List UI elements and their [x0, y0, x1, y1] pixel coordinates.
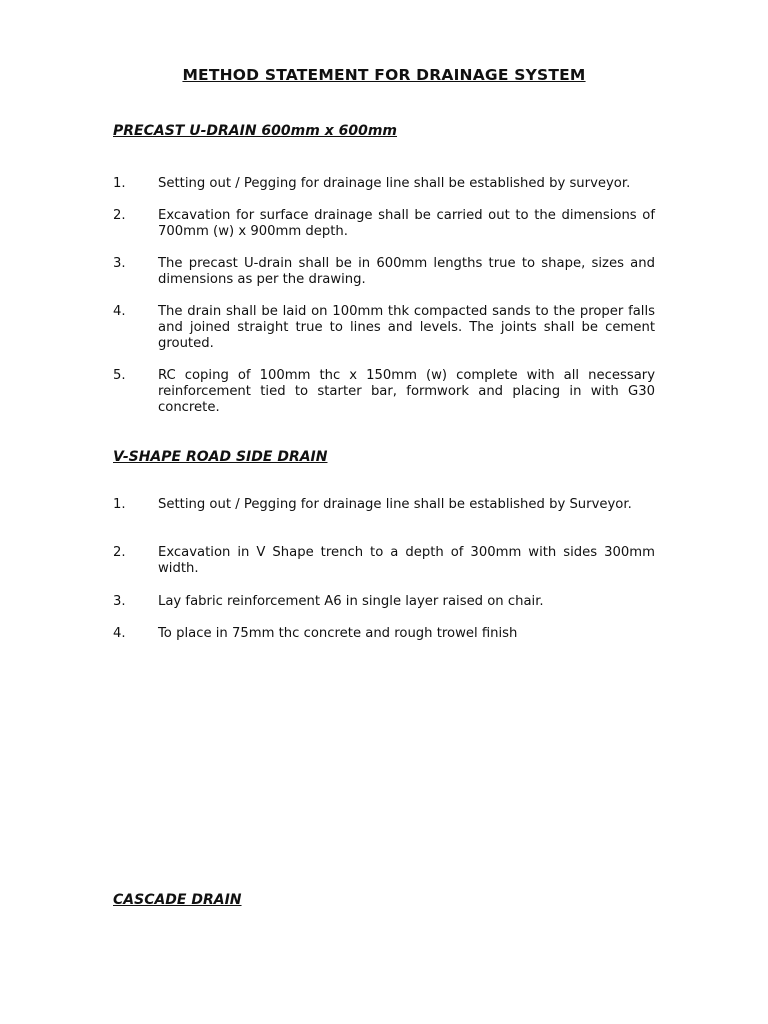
list-item	[113, 545, 655, 577]
item-number: 3.	[113, 594, 126, 609]
list-item	[113, 594, 655, 610]
item-number: 3.	[113, 256, 126, 271]
section-heading-precast-u-drain: PRECAST U-DRAIN 600mm x 600mm	[113, 123, 398, 139]
item-text: To place in 75mm thc concrete and rough trowel finish	[158, 626, 518, 641]
item-text: The precast U-drain shall be in 600mm lengths true to shape, sizes and dimensions as per the drawing.	[158, 256, 655, 287]
item-number: 1.	[113, 176, 126, 191]
item-text: Excavation in V Shape trench to a depth of 300mm with sides 300mm width.	[158, 545, 655, 576]
item-text: RC coping of 100mm thc x 150mm (w) complete with all necessary reinforcement tied to starter bar, formwork and placing in with G30 concrete.	[158, 368, 655, 415]
list-item	[113, 626, 655, 642]
item-number: 1.	[113, 497, 126, 512]
item-text: Setting out / Pegging for drainage line shall be established by surveyor.	[158, 176, 631, 191]
item-text: Excavation for surface drainage shall be carried out to the dimensions of 700mm (w) x 900mm depth.	[158, 208, 655, 239]
list-item	[113, 368, 655, 416]
item-text: The drain shall be laid on 100mm thk compacted sands to the proper falls and joined straight true to lines and levels. The joints shall be cement grouted.	[158, 304, 655, 351]
item-number: 2.	[113, 208, 126, 223]
list-item	[113, 176, 655, 192]
list-item	[113, 208, 655, 240]
item-text: Lay fabric reinforcement A6 in single layer raised on chair.	[158, 594, 544, 609]
list-item	[113, 304, 655, 352]
section-heading-cascade-drain: CASCADE DRAIN	[113, 892, 242, 908]
item-number: 2.	[113, 545, 126, 560]
section-heading-v-shape-drain: V-SHAPE ROAD SIDE DRAIN	[113, 449, 328, 465]
list-item	[113, 497, 655, 513]
list-item	[113, 256, 655, 288]
item-number: 4.	[113, 304, 126, 319]
item-number: 5.	[113, 368, 126, 383]
page-title: METHOD STATEMENT FOR DRAINAGE SYSTEM	[182, 66, 586, 84]
item-number: 4.	[113, 626, 126, 641]
item-text: Setting out / Pegging for drainage line shall be established by Surveyor.	[158, 497, 632, 512]
